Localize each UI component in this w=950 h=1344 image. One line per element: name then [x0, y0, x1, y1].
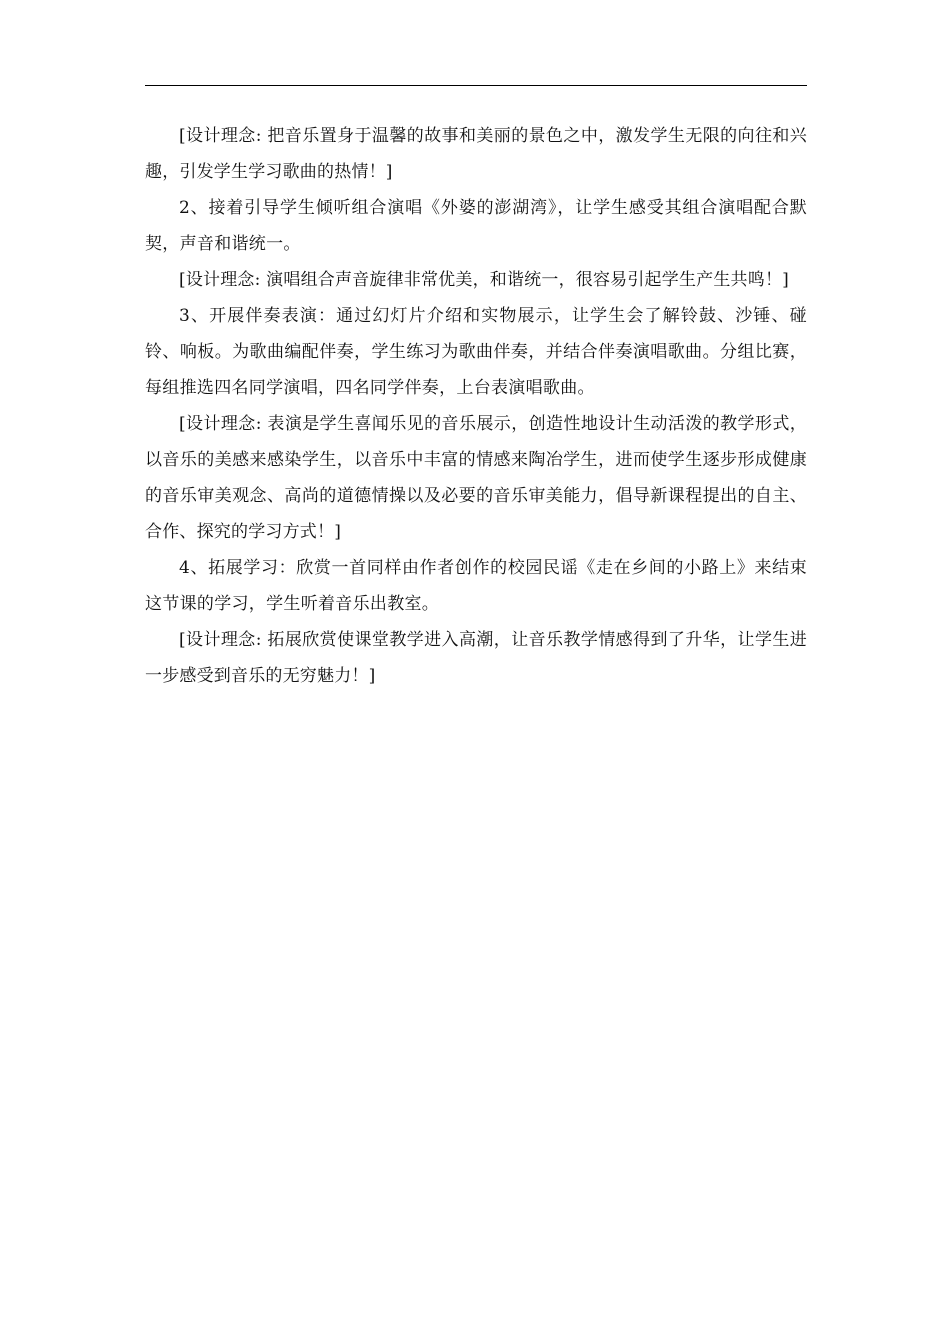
- document-body: [145, 118, 807, 694]
- header-rule: [145, 85, 807, 86]
- design-note-paragraph: [设计理念: 表演是学生喜闻乐见的音乐展示，创造性地设计生动活泼的教学形式，以音乐的美感来感染学生，以音乐中丰富的情感来陶冶学生，进而使学生逐步形成健康的音乐审美观念、高尚的道德情操以及必要的音乐审美能力，倡导新课程提出的自主、合作、探究的学习方式！]: [145, 414, 807, 542]
- step-3-paragraph: 3、开展伴奏表演：通过幻灯片介绍和实物展示，让学生会了解铃鼓、沙锤、碰铃、响板。为歌曲编配伴奏，学生练习为歌曲伴奏，并结合伴奏演唱歌曲。分组比赛，每组推选四名同学演唱，四名同学伴奏，上台表演唱歌曲。: [145, 306, 807, 398]
- step-2-paragraph: 2、接着引导学生倾听组合演唱《外婆的澎湖湾》，让学生感受其组合演唱配合默契，声音和谐统一。: [145, 198, 807, 254]
- design-note-paragraph: [设计理念: 拓展欣赏使课堂教学进入高潮，让音乐教学情感得到了升华，让学生进一步感受到音乐的无穷魅力！]: [145, 630, 807, 686]
- design-note-paragraph: [设计理念: 把音乐置身于温馨的故事和美丽的景色之中，激发学生无限的向往和兴趣，引发学生学习歌曲的热情！]: [145, 126, 807, 182]
- design-note-paragraph: [设计理念: 演唱组合声音旋律非常优美，和谐统一，很容易引起学生产生共鸣！]: [179, 270, 789, 290]
- step-4-paragraph: 4、拓展学习：欣赏一首同样由作者创作的校园民谣《走在乡间的小路上》来结束这节课的学习，学生听着音乐出教室。: [145, 558, 807, 614]
